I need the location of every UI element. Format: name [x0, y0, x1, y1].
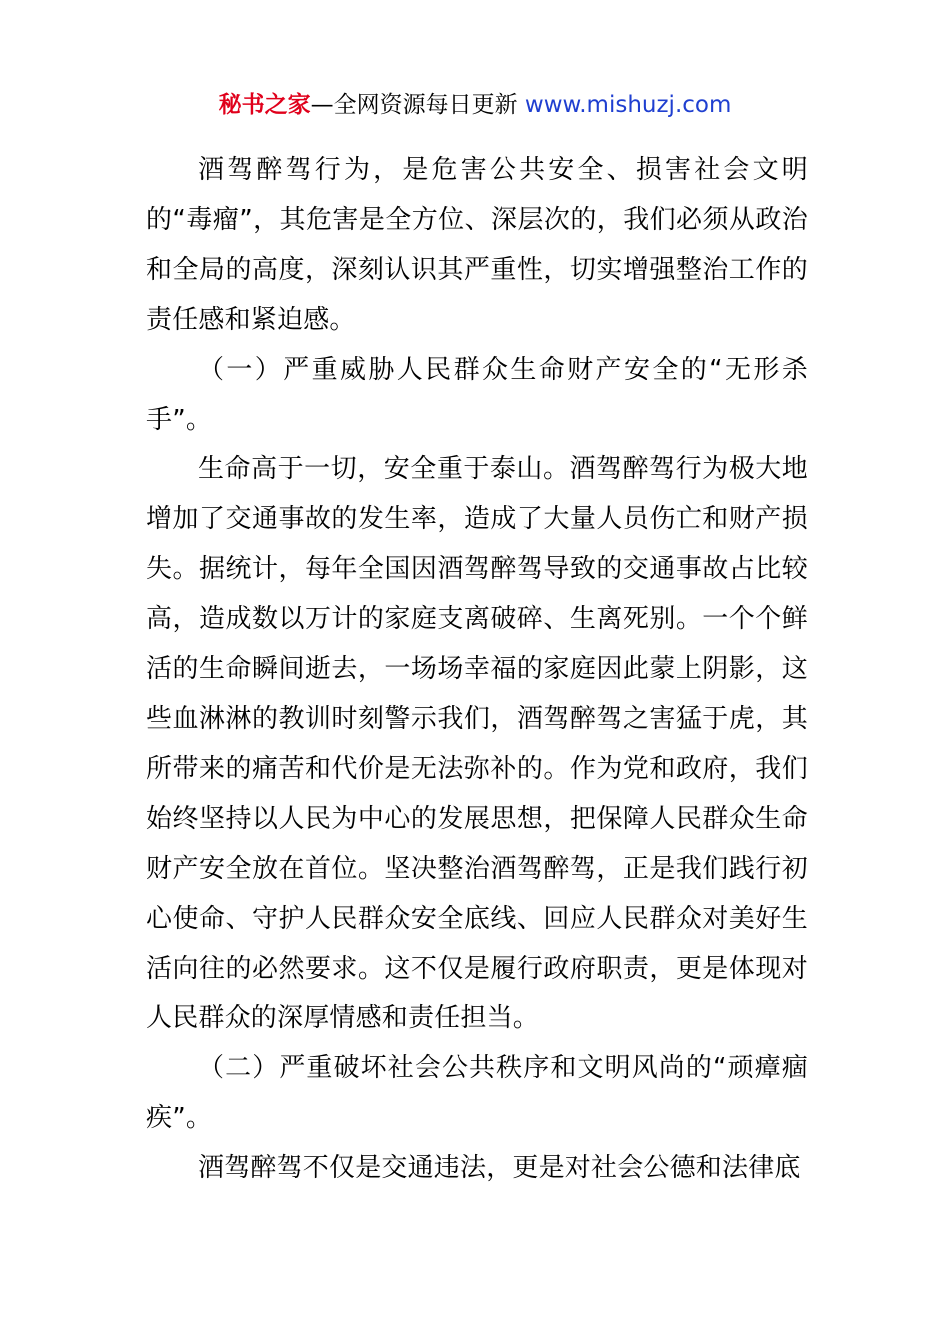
paragraph-section-2: 酒驾醉驾不仅是交通违法，更是对社会公德和法律底: [198, 1153, 801, 1184]
section-heading-1: （一）严重威胁人民群众生命财产安全的“无形杀手”。: [146, 354, 808, 435]
document-body: [146, 146, 808, 1194]
brand-name: 秘书之家: [218, 92, 311, 118]
header-url: www.mishuzj.com: [524, 92, 732, 118]
site-header: [0, 88, 950, 122]
header-slogan: —全网资源每日更新: [310, 92, 525, 118]
paragraph-section-1: 生命高于一切，安全重于泰山。酒驾醉驾行为极大地增加了交通事故的发生率，造成了大量人员伤亡和财产损失。据统计，每年全国因酒驾醉驾导致的交通事故占比较高，造成数以万计的家庭支离破碎、生离死别。一个个鲜活的生命瞬间逝去，一场场幸福的家庭因此蒙上阴影，这些血淋淋的教训时刻警示我们，酒驾醉驾之害猛于虎，其所带来的痛苦和代价是无法弥补的。作为党和政府，我们始终坚持以人民为中心的发展思想，把保障人民群众生命财产安全放在首位。坚决整治酒驾醉驾，正是我们践行初心使命、守护人民群众安全底线、回应人民群众对美好生活向往的必然要求。这不仅是履行政府职责，更是体现对人民群众的深厚情感和责任担当。: [146, 454, 808, 1034]
paragraph-intro: 酒驾醉驾行为，是危害公共安全、损害社会文明的“毒瘤”，其危害是全方位、深层次的，我们必须从政治和全局的高度，深刻认识其严重性，切实增强整治工作的责任感和紧迫感。: [146, 155, 808, 335]
section-heading-2: （二）严重破坏社会公共秩序和文明风尚的“顽瘴痼疾”。: [146, 1053, 808, 1134]
